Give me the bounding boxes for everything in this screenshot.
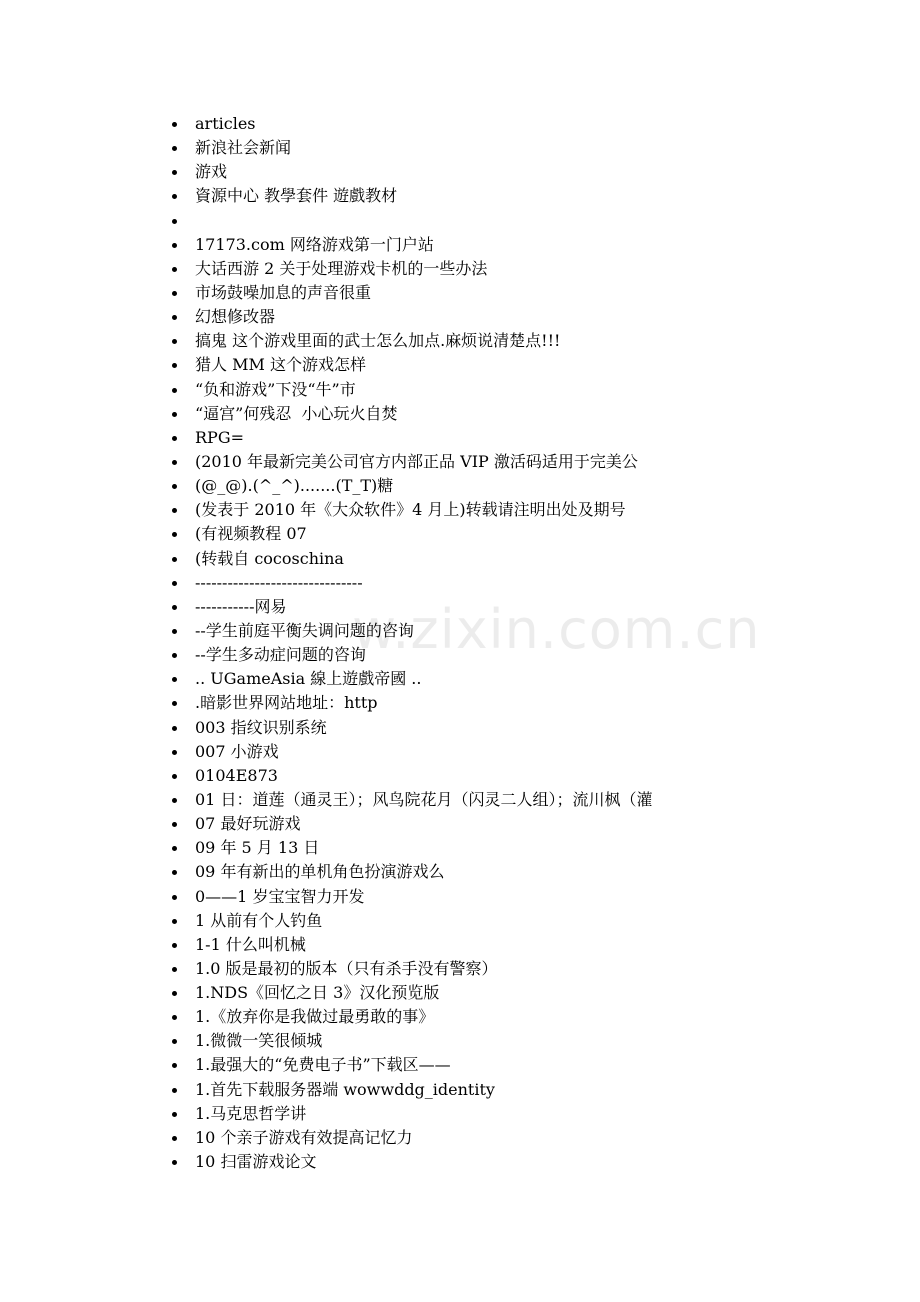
list-item — [172, 257, 872, 281]
bullet-icon — [172, 846, 177, 851]
list-item-text: 003 指纹识别系统 — [195, 717, 327, 737]
bullet-icon — [172, 194, 177, 199]
watermark: w.zixin.com.cn — [352, 598, 761, 661]
list-item-text: 1.马克思哲学讲 — [195, 1103, 307, 1123]
list-item — [172, 764, 872, 788]
bullet-icon — [172, 363, 177, 368]
list-item-text: 猎人 MM 这个游戏怎样 — [195, 355, 366, 375]
list-item — [172, 957, 872, 981]
list-item — [172, 547, 872, 571]
list-item — [172, 353, 872, 377]
list-item — [172, 885, 872, 909]
bullet-icon — [172, 1160, 177, 1165]
bullet-icon — [172, 460, 177, 465]
list-item-text: 1 从前有个人钓鱼 — [195, 910, 323, 930]
list-item — [172, 860, 872, 884]
list-item-text: 10 扫雷游戏论文 — [195, 1152, 317, 1172]
list-item — [172, 160, 872, 184]
list-item-text: (@_@).(^_^).......(T_T)糖 — [195, 476, 394, 496]
bullet-icon — [172, 219, 177, 224]
list-item — [172, 909, 872, 933]
list-item-text: 資源中心 教學套件 遊戲教材 — [195, 186, 398, 206]
list-item — [172, 836, 872, 860]
list-item-text: 1.0 版是最初的版本（只有杀手没有警察） — [195, 958, 498, 978]
list-item — [172, 112, 872, 136]
bullet-icon — [172, 436, 177, 441]
bullet-icon — [172, 146, 177, 151]
bullet-icon — [172, 1112, 177, 1117]
list-item — [172, 305, 872, 329]
list-item — [172, 981, 872, 1005]
list-item — [172, 643, 872, 667]
list-item-text: (有视频教程 07 — [195, 524, 307, 544]
list-item-text: 09 年 5 月 13 日 — [195, 838, 320, 858]
bullet-icon — [172, 822, 177, 827]
list-item — [172, 933, 872, 957]
bullet-icon — [172, 605, 177, 610]
list-item-text: 0——1 岁宝宝智力开发 — [195, 886, 365, 906]
list-item — [172, 1126, 872, 1150]
bullet-icon — [172, 508, 177, 513]
list-item — [172, 402, 872, 426]
list-item-text: 1.最强大的“免费电子书”下载区—— — [195, 1055, 451, 1075]
bullet-icon — [172, 532, 177, 537]
list-item — [172, 595, 872, 619]
list-item-text: --学生多动症问题的咨询 — [195, 645, 366, 665]
list-item — [172, 571, 872, 595]
bullet-icon — [172, 315, 177, 320]
list-item — [172, 233, 872, 257]
list-item — [172, 498, 872, 522]
list-item — [172, 740, 872, 764]
list-item — [172, 522, 872, 546]
list-item — [172, 281, 872, 305]
list-item — [172, 1078, 872, 1102]
list-item — [172, 426, 872, 450]
bullet-icon — [172, 943, 177, 948]
list-item-text: (发表于 2010 年《大众软件》4 月上)转载请注明出处及期号 — [195, 500, 626, 520]
bullet-icon — [172, 243, 177, 248]
list-item — [172, 1150, 872, 1174]
list-item-text: 1.微微一笑很倾城 — [195, 1031, 323, 1051]
list-item-text: 幻想修改器 — [195, 307, 276, 327]
bullet-icon — [172, 557, 177, 562]
list-item-text: RPG= — [195, 427, 244, 447]
list-item-text: 09 年有新出的单机角色扮演游戏么 — [195, 862, 445, 882]
list-item — [172, 474, 872, 498]
list-item — [172, 136, 872, 160]
list-item-text: (转载自 cocoschina — [195, 548, 344, 568]
bullet-icon — [172, 1088, 177, 1093]
document-list — [172, 112, 872, 1174]
bullet-icon — [172, 581, 177, 586]
bullet-icon — [172, 726, 177, 731]
list-item — [172, 1053, 872, 1077]
bullet-icon — [172, 412, 177, 417]
list-item-text: 1.首先下载服务器端 wowwddg_identity — [195, 1079, 495, 1099]
list-item-text: 1.NDS《回忆之日 3》汉化预览版 — [195, 983, 440, 1003]
list-item-text: 01 日：道莲（通灵王）；风鸟院花月（闪灵二人组）；流川枫（灌 — [195, 789, 653, 809]
bullet-icon — [172, 1039, 177, 1044]
bullet-icon — [172, 484, 177, 489]
list-item-text: 大话西游 2 关于处理游戏卡机的一些办法 — [195, 258, 488, 278]
list-item-text: articles — [195, 114, 256, 133]
list-item — [172, 450, 872, 474]
list-item — [172, 378, 872, 402]
list-item-text: ------------------------------- — [195, 572, 363, 592]
list-item-text: 10 个亲子游戏有效提高记忆力 — [195, 1127, 413, 1147]
list-item — [172, 209, 872, 233]
list-item — [172, 329, 872, 353]
bullet-icon — [172, 122, 177, 127]
list-item-text: 1.《放弃你是我做过最勇敢的事》 — [195, 1007, 435, 1027]
list-item — [172, 812, 872, 836]
bullet-icon — [172, 870, 177, 875]
bullet-icon — [172, 774, 177, 779]
bullet-icon — [172, 967, 177, 972]
list-item — [172, 619, 872, 643]
list-item-text: 新浪社会新闻 — [195, 138, 292, 158]
bullet-icon — [172, 798, 177, 803]
list-item — [172, 691, 872, 715]
list-item — [172, 1102, 872, 1126]
bullet-icon — [172, 291, 177, 296]
bullet-icon — [172, 629, 177, 634]
list-item-text: (2010 年最新完美公司官方内部正品 VIP 激活码适用于完美公 — [195, 451, 638, 471]
list-item — [172, 1029, 872, 1053]
list-item-text: “负和游戏”下没“牛”市 — [195, 379, 356, 399]
list-item-text: .. UGameAsia 線上遊戲帝國 .. — [195, 669, 422, 689]
bullet-icon — [172, 267, 177, 272]
bullet-icon — [172, 677, 177, 682]
list-item — [172, 1005, 872, 1029]
list-item-text: 0104E873 — [195, 765, 278, 785]
list-item-text: “逼宫”何残忍 小心玩火自焚 — [195, 403, 398, 423]
bullet-icon — [172, 919, 177, 924]
bullet-icon — [172, 170, 177, 175]
list-item-text: -----------网易 — [195, 596, 287, 616]
list-item — [172, 716, 872, 740]
list-item-text: 17173.com 网络游戏第一门户站 — [195, 234, 434, 254]
list-item-text: --学生前庭平衡失调问题的咨询 — [195, 620, 414, 640]
list-item — [172, 184, 872, 208]
list-item-text: 007 小游戏 — [195, 741, 279, 761]
list-item-text: .暗影世界网站地址：http — [195, 693, 378, 713]
list-item — [172, 788, 872, 812]
bullet-icon — [172, 388, 177, 393]
bullet-icon — [172, 895, 177, 900]
bullet-icon — [172, 653, 177, 658]
bullet-icon — [172, 750, 177, 755]
bullet-icon — [172, 991, 177, 996]
bullet-icon — [172, 701, 177, 706]
list-item-text: 游戏 — [195, 162, 228, 182]
list-item-text: 搞鬼 这个游戏里面的武士怎么加点.麻烦说清楚点!!! — [195, 331, 561, 351]
bullet-icon — [172, 1015, 177, 1020]
list-item-text: 市场鼓噪加息的声音很重 — [195, 282, 372, 302]
bullet-icon — [172, 339, 177, 344]
list-item-text: 07 最好玩游戏 — [195, 814, 301, 834]
bullet-icon — [172, 1063, 177, 1068]
list-item — [172, 667, 872, 691]
bullet-icon — [172, 1136, 177, 1141]
list-item-text: 1-1 什么叫机械 — [195, 934, 306, 954]
